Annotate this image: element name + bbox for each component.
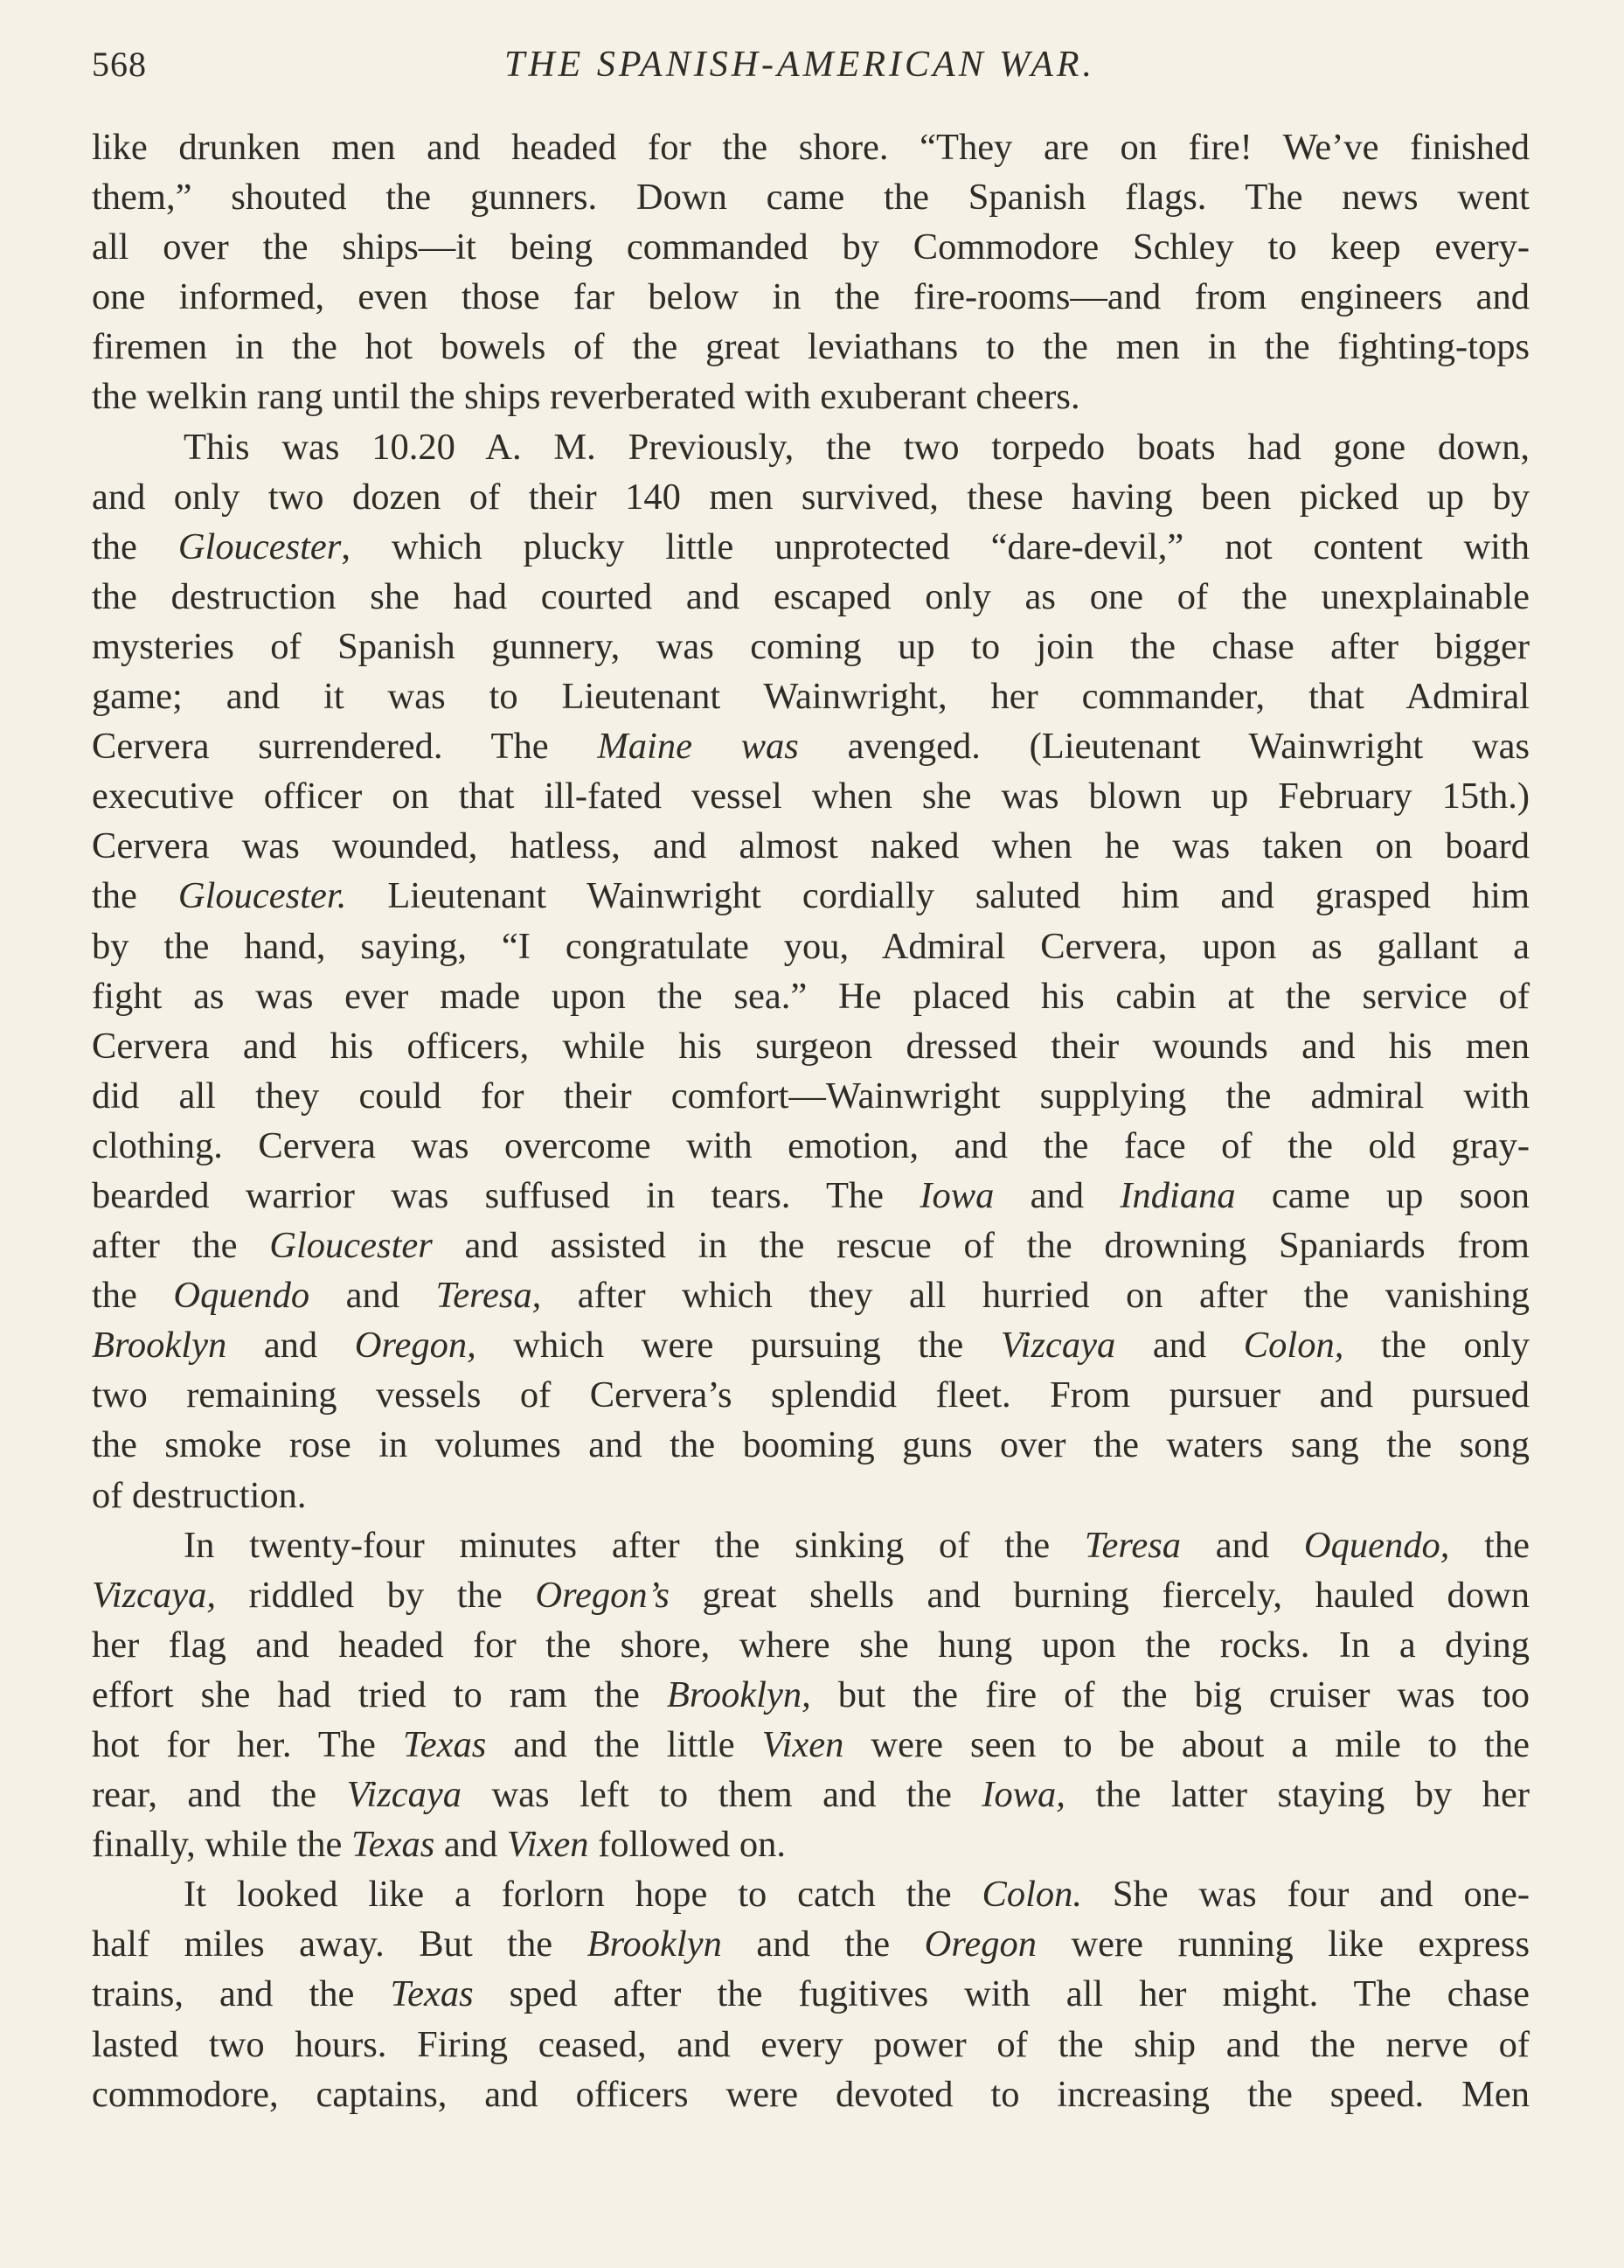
text-line xyxy=(92,1471,1530,1520)
italic-segment: Brooklyn xyxy=(92,1325,227,1367)
italic-segment: Iowa xyxy=(920,1174,995,1216)
text-segment: rear, and the xyxy=(92,1774,347,1816)
text-line xyxy=(92,1121,1530,1171)
text-segment: were running like express xyxy=(1036,1924,1530,1965)
text-line xyxy=(92,1221,1530,1270)
text-segment: and assisted in the rescue of the drowning Spaniards from xyxy=(432,1225,1530,1267)
text-segment: It looked like a forlorn hope to catch the xyxy=(184,1874,982,1916)
text-segment: were seen to be about a mile to the xyxy=(843,1724,1530,1765)
italic-segment: Brooklyn xyxy=(586,1924,722,1965)
italic-segment: Teresa, xyxy=(435,1275,542,1317)
italic-segment: Colon, xyxy=(1243,1325,1344,1367)
text-line xyxy=(92,1770,1530,1819)
text-segment: and the xyxy=(721,1924,925,1965)
text-line xyxy=(92,1270,1530,1320)
text-segment: the destruction she had courted and escaped only as one of the unexplainable xyxy=(92,575,1530,617)
italic-segment: Colon. xyxy=(982,1874,1083,1916)
text-segment: and xyxy=(994,1174,1121,1216)
text-segment: commodore, captains, and officers were devoted to increasing the speed. Men xyxy=(92,2073,1530,2115)
text-segment: and the little xyxy=(486,1724,762,1765)
italic-segment: Gloucester xyxy=(177,525,342,567)
text-line xyxy=(92,1071,1530,1121)
text-segment: Cervera surrendered. The xyxy=(92,726,598,768)
text-segment: sped after the fugitives with all her might. The chase xyxy=(473,1973,1530,2015)
text-segment: hot for her. The xyxy=(92,1724,403,1765)
text-segment: her flag and headed for the shore, where she hung upon the rocks. In a dying xyxy=(92,1624,1530,1666)
text-line xyxy=(92,1720,1530,1770)
italic-segment: Gloucester. xyxy=(177,875,347,917)
text-segment: clothing. Cervera was overcome with emotion, and the face of the old gray- xyxy=(92,1124,1530,1166)
text-segment: and only two dozen of their 140 men survived, these having been picked up by xyxy=(92,476,1530,518)
text-segment: the welkin rang until the ships reverberated with exuberant cheers. xyxy=(92,376,1080,418)
italic-segment: Oquendo xyxy=(173,1275,310,1317)
text-segment: and xyxy=(226,1325,355,1367)
text-line xyxy=(92,871,1530,921)
text-segment: Cervera and his officers, while his surgeon dressed their wounds and his men xyxy=(92,1025,1530,1067)
text-segment: and xyxy=(1115,1325,1244,1367)
text-segment: half miles away. But the xyxy=(92,1924,587,1965)
text-line xyxy=(92,372,1530,421)
text-segment: Cervera was wounded, hatless, and almost naked when he was taken on board xyxy=(92,825,1530,867)
text-line xyxy=(92,671,1530,721)
text-line xyxy=(92,2020,1530,2070)
italic-segment: Brooklyn, xyxy=(666,1673,811,1715)
text-segment: She was four and one- xyxy=(1082,1874,1530,1916)
text-line xyxy=(92,971,1530,1021)
text-line xyxy=(92,1620,1530,1670)
italic-segment: Oregon xyxy=(924,1924,1037,1965)
text-segment: great shells and burning fiercely, hauled down xyxy=(669,1574,1530,1616)
italic-segment: Iowa, xyxy=(982,1774,1065,1816)
italic-segment: Vixen xyxy=(761,1724,844,1765)
text-segment: the latter staying by her xyxy=(1065,1774,1530,1816)
text-segment: game; and it was to Lieutenant Wainwright, her commander, that Admiral xyxy=(92,676,1530,718)
text-line xyxy=(92,721,1530,771)
running-title: THE SPANISH-AMERICAN WAR. xyxy=(503,45,1096,85)
text-segment: fight as was ever made upon the sea.” He placed his cabin at the service of xyxy=(92,975,1530,1017)
text-segment: after the xyxy=(92,1225,270,1267)
text-segment: the xyxy=(1449,1524,1530,1566)
text-line xyxy=(92,1670,1530,1720)
italic-segment: Vizcaya xyxy=(1000,1325,1116,1367)
text-segment: In twenty-four minutes after the sinking of the xyxy=(184,1524,1085,1566)
text-segment: like drunken men and headed for the shore. “They are on fire! We’ve finished xyxy=(92,127,1530,168)
text-segment: avenged. (Lieutenant Wainwright was xyxy=(798,726,1530,768)
text-segment: and xyxy=(434,1824,507,1866)
text-segment: the xyxy=(92,1275,174,1317)
page-header xyxy=(92,37,1508,98)
italic-segment: Texas xyxy=(351,1824,435,1866)
italic-segment: Oregon’s xyxy=(535,1574,670,1616)
text-line xyxy=(92,1919,1530,1969)
italic-segment: Oregon, xyxy=(354,1325,476,1367)
text-segment: effort she had tried to ram the xyxy=(92,1673,667,1715)
text-line xyxy=(92,422,1530,472)
text-line xyxy=(92,222,1530,272)
page-number: 568 xyxy=(92,45,147,84)
text-line xyxy=(92,522,1530,572)
text-line xyxy=(92,1021,1530,1071)
italic-segment: Teresa xyxy=(1084,1524,1182,1566)
text-line xyxy=(92,821,1530,871)
text-segment: trains, and the xyxy=(92,1973,391,2015)
italic-segment: Vizcaya, xyxy=(92,1574,217,1616)
text-segment: bearded warrior was suffused in tears. The xyxy=(92,1174,920,1216)
text-segment: but the fire of the big cruiser was too xyxy=(810,1673,1530,1715)
text-line xyxy=(92,1370,1530,1420)
text-segment: followed on. xyxy=(588,1824,786,1866)
text-line xyxy=(92,771,1530,821)
text-line xyxy=(92,1171,1530,1221)
text-segment: finally, while the xyxy=(92,1824,352,1866)
text-line xyxy=(92,1520,1530,1570)
text-line xyxy=(92,1969,1530,2019)
text-segment: came up soon xyxy=(1235,1174,1530,1216)
text-line xyxy=(92,622,1530,671)
text-line xyxy=(92,1570,1530,1620)
text-line xyxy=(92,1819,1530,1869)
text-segment: firemen in the hot bowels of the great leviathans to the men in the fighting-tops xyxy=(92,326,1530,368)
text-segment: riddled by the xyxy=(216,1574,536,1616)
italic-segment: Texas xyxy=(390,1973,474,2015)
text-line xyxy=(92,2070,1530,2119)
text-segment: by the hand, saying, “I congratulate you, Admiral Cervera, upon as gallant a xyxy=(92,925,1530,967)
text-segment: all over the ships—it being commanded by Commodore Schley to keep every- xyxy=(92,226,1530,268)
italic-segment: Vixen xyxy=(506,1824,589,1866)
text-line xyxy=(92,272,1530,322)
text-segment: , which plucky little unprotected “dare-devil,” not content with xyxy=(341,525,1530,567)
text-segment: lasted two hours. Firing ceased, and every power of the ship and the nerve of xyxy=(92,2023,1530,2065)
text-segment: mysteries of Spanish gunnery, was coming up to join the chase after bigger xyxy=(92,625,1530,667)
text-line xyxy=(92,472,1530,522)
text-line xyxy=(92,572,1530,622)
italic-segment: Vizcaya xyxy=(346,1774,462,1816)
text-segment: was left to them and the xyxy=(462,1774,982,1816)
italic-segment: Indiana xyxy=(1120,1174,1236,1216)
text-segment: them,” shouted the gunners. Down came the Spanish flags. The news went xyxy=(92,177,1530,219)
text-segment: two remaining vessels of Cervera’s splendid fleet. From pursuer and pursued xyxy=(92,1374,1530,1416)
text-line xyxy=(92,1320,1530,1370)
text-segment: the only xyxy=(1343,1325,1530,1367)
text-segment: after which they all hurried on after the vanishing xyxy=(541,1275,1530,1317)
italic-segment: Gloucester xyxy=(269,1225,433,1267)
text-segment: and xyxy=(1181,1524,1304,1566)
text-segment: executive officer on that ill-fated vessel when she was blown up February 15th.) xyxy=(92,776,1530,817)
text-segment: the xyxy=(92,875,178,917)
text-line xyxy=(92,172,1530,222)
text-segment: and xyxy=(309,1275,436,1317)
text-line xyxy=(92,1420,1530,1470)
text-segment: This was 10.20 A. M. Previously, the two torpedo boats had gone down, xyxy=(184,426,1530,468)
text-segment: did all they could for their comfort—Wainwright supplying the admiral with xyxy=(92,1075,1530,1117)
italic-segment: Texas xyxy=(403,1724,487,1765)
italic-segment: Maine was xyxy=(597,726,799,768)
text-line xyxy=(92,322,1530,372)
text-line xyxy=(92,122,1530,172)
text-line xyxy=(92,922,1530,971)
text-line xyxy=(92,1869,1530,1919)
text-segment: which were pursuing the xyxy=(475,1325,1001,1367)
text-segment: the smoke rose in volumes and the booming guns over the waters sang the song xyxy=(92,1424,1530,1466)
italic-segment: Oquendo, xyxy=(1303,1524,1450,1566)
text-segment: the xyxy=(92,525,178,567)
text-segment: of destruction. xyxy=(92,1474,307,1516)
text-segment: Lieutenant Wainwright cordially saluted him and grasped him xyxy=(346,875,1530,917)
text-segment: one informed, even those far below in the fire-rooms—and from engineers and xyxy=(92,276,1530,318)
body-text xyxy=(92,122,1530,2119)
